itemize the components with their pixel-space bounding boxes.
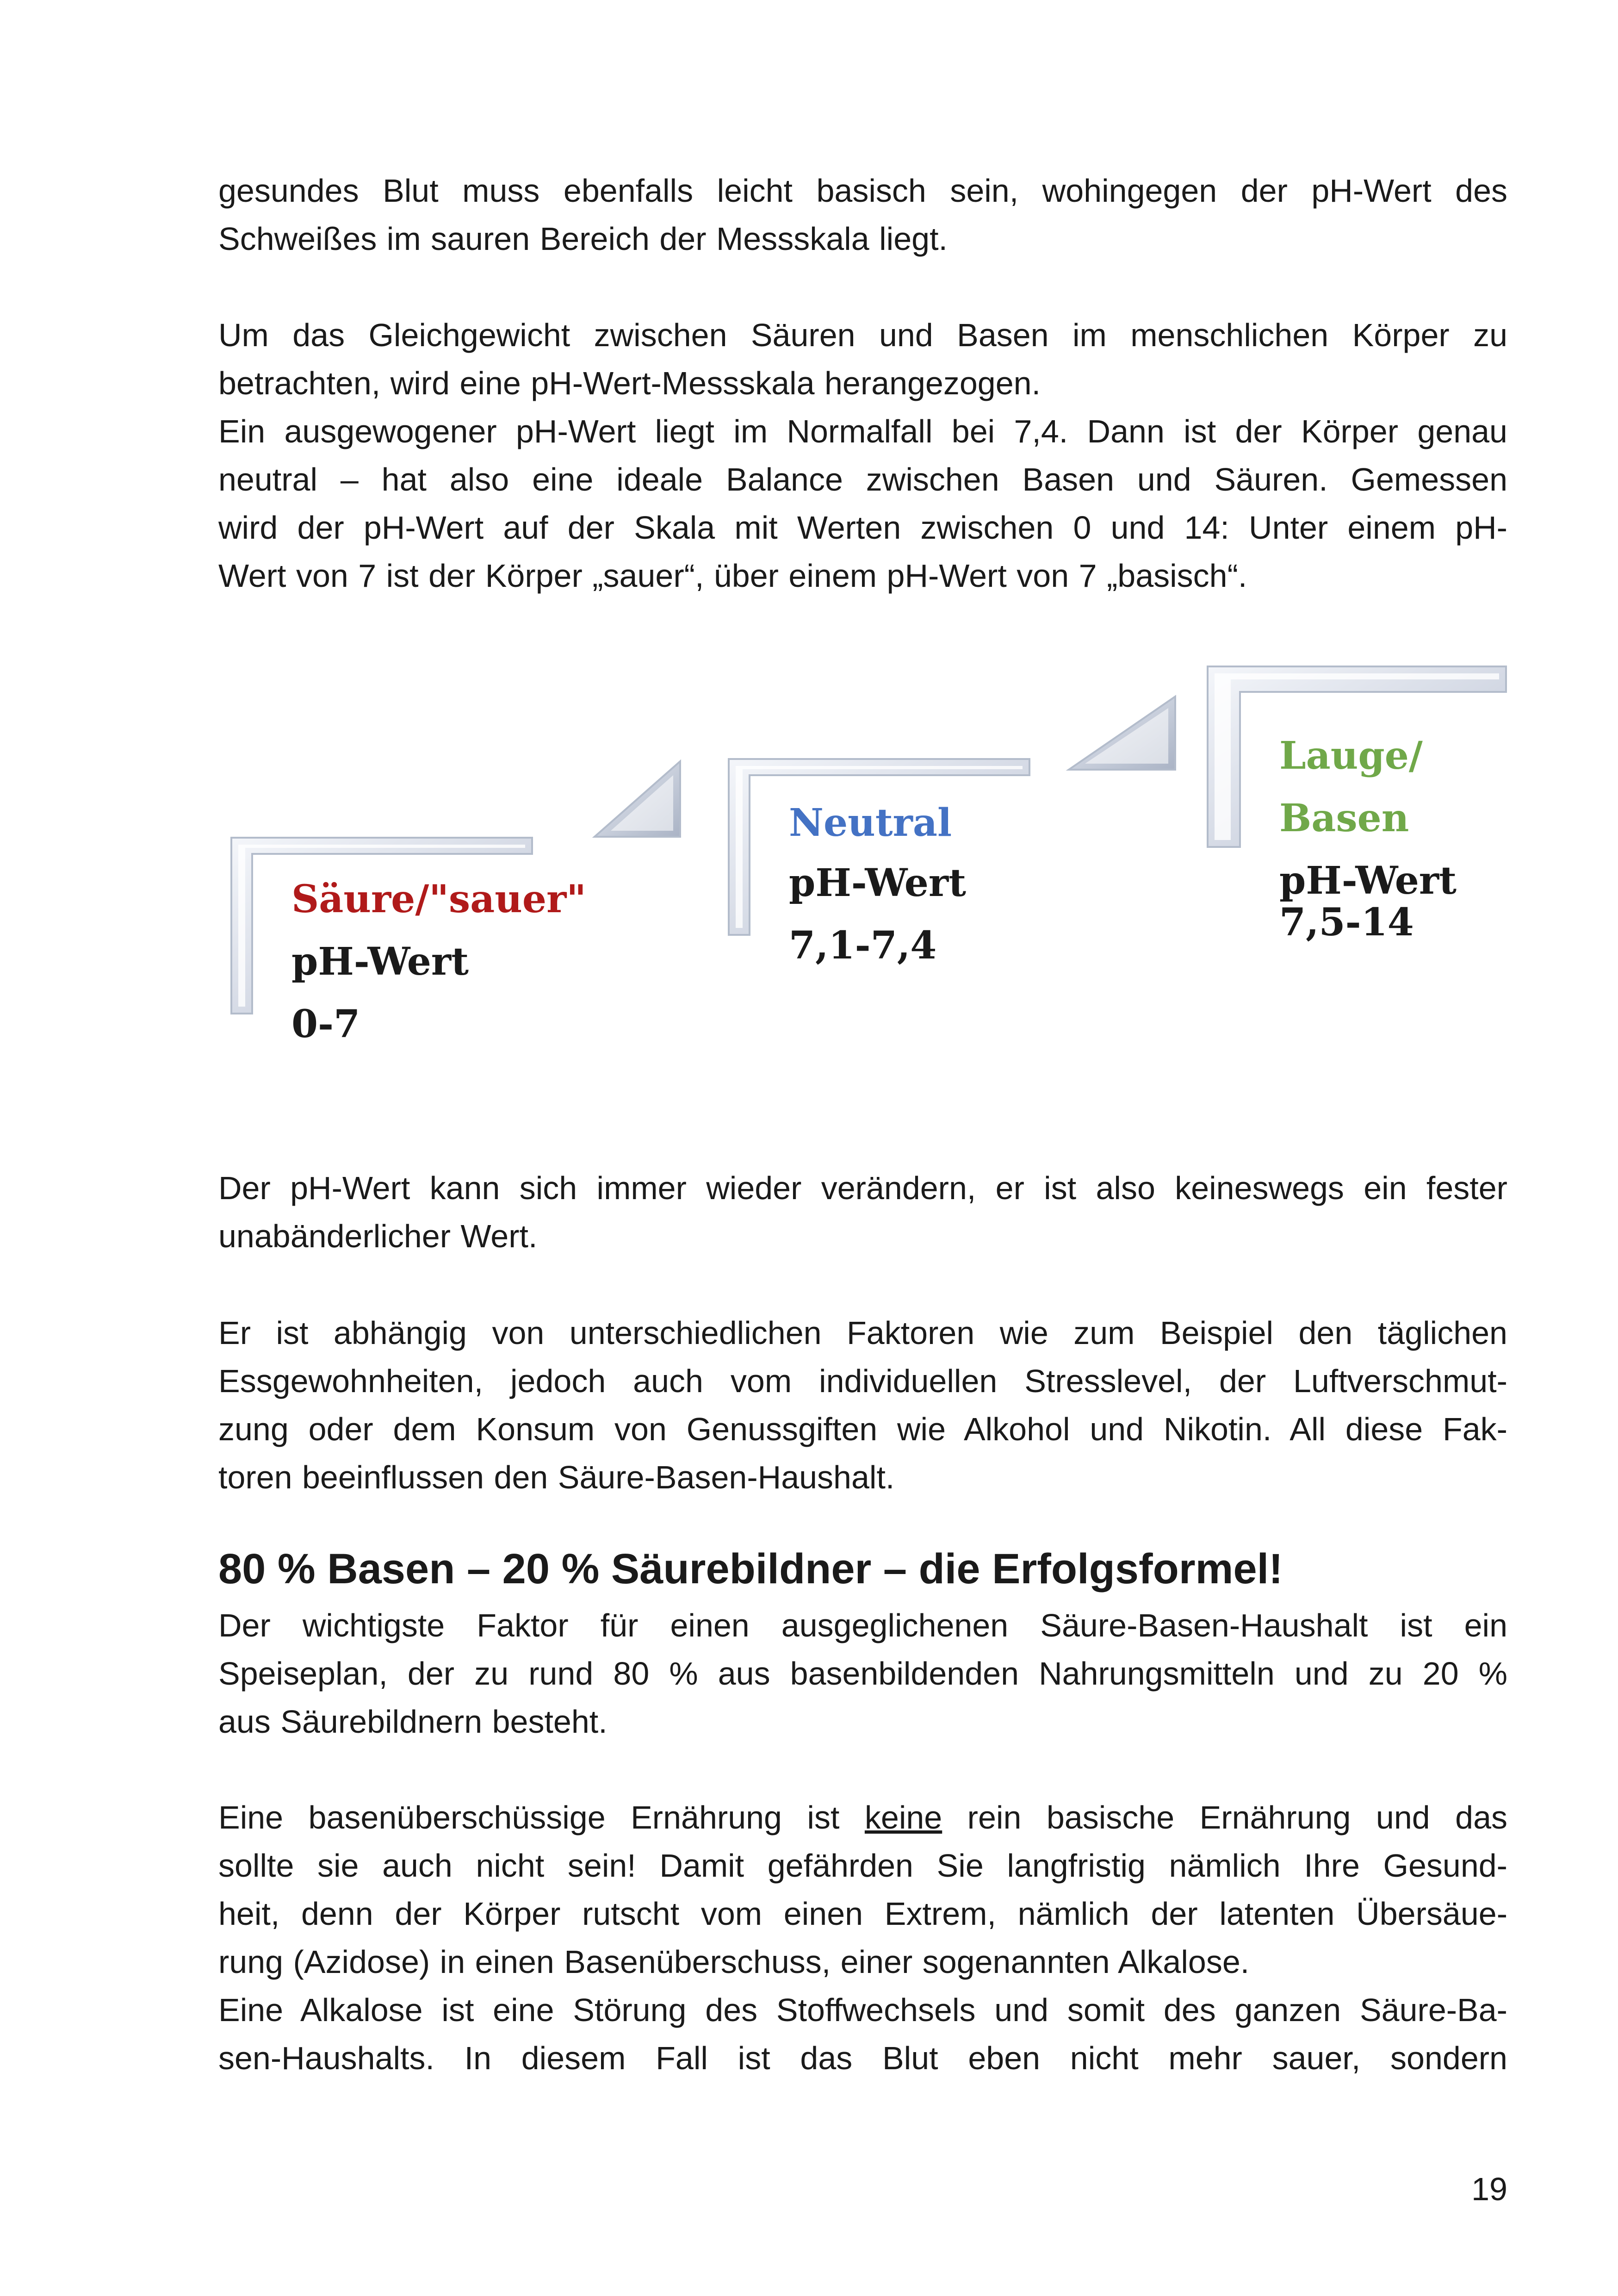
step-arrow-1 bbox=[595, 761, 680, 837]
base-ph-label: pH-Wert bbox=[1279, 859, 1457, 903]
text-line: Der wichtigste Faktor für einen ausgeglichenen Säure-Basen-Haushalt ist ein bbox=[218, 1607, 1507, 1643]
text-line: Um das Gleichgewicht zwischen Säuren und Basen im menschlichen Körper zu bbox=[218, 317, 1507, 353]
text-line: Er ist abhängig von unterschiedlichen Faktoren wie zum Beispiel den täglichen bbox=[218, 1315, 1507, 1351]
step-frame-acid bbox=[231, 838, 532, 1014]
text-line: rung (Azidose) in einen Basenüberschuss, einer sogenannten Alkalose. bbox=[218, 1944, 1250, 1980]
acid-ph-range: 0-7 bbox=[291, 1002, 360, 1046]
neutral-ph-label: pH-Wert bbox=[789, 861, 967, 905]
text-line: sollte sie auch nicht sein! Damit gefährden Sie langfristig nämlich Ihre Gesund- bbox=[218, 1848, 1507, 1884]
step-arrow-2 bbox=[1069, 697, 1175, 770]
text-line: zung oder dem Konsum von Genussgiften wie Alkohol und Nikotin. All diese Fak- bbox=[218, 1411, 1507, 1447]
text-line: heit, denn der Körper rutscht vom einen Extrem, nämlich der latenten Übersäue- bbox=[218, 1896, 1507, 1932]
base-title-line1: Lauge/ bbox=[1279, 734, 1423, 778]
text-line: Speiseplan, der zu rund 80 % aus basenbildenden Nahrungsmitteln und zu 20 % bbox=[218, 1655, 1507, 1692]
paragraph-1 bbox=[218, 167, 1507, 263]
text-line: gesundes Blut muss ebenfalls leicht basisch sein, wohingegen der pH-Wert des bbox=[218, 173, 1507, 209]
base-ph-range: 7,5-14 bbox=[1279, 900, 1414, 945]
paragraph-6 bbox=[218, 1793, 1507, 2082]
text-segment: Eine basenüberschüssige Ernährung ist bbox=[218, 1799, 865, 1836]
neutral-title: Neutral bbox=[789, 801, 952, 845]
text-segment: rein basische Ernährung und das bbox=[942, 1799, 1508, 1836]
text-line: Essgewohnheiten, jedoch auch vom individuellen Stresslevel, der Luftverschmut- bbox=[218, 1363, 1507, 1399]
paragraph-5 bbox=[218, 1601, 1507, 1746]
paragraph-2 bbox=[218, 311, 1507, 600]
text-line: Eine Alkalose ist eine Störung des Stoffwechsels und somit des ganzen Säure-Ba- bbox=[218, 1992, 1507, 2028]
text-line: aus Säurebildnern besteht. bbox=[218, 1704, 608, 1740]
text-line: Wert von 7 ist der Körper „sauer“, über einem pH-Wert von 7 „basisch“. bbox=[218, 558, 1247, 594]
acid-ph-label: pH-Wert bbox=[291, 940, 469, 984]
text-line: neutral – hat also eine ideale Balance zwischen Basen und Säuren. Gemessen bbox=[218, 461, 1507, 498]
page-number: 19 bbox=[1471, 2171, 1507, 2207]
text-line: Der pH-Wert kann sich immer wieder verändern, er ist also keineswegs ein fester bbox=[218, 1170, 1507, 1206]
paragraph-4 bbox=[218, 1309, 1507, 1501]
text-line: wird der pH-Wert auf der Skala mit Werten zwischen 0 und 14: Unter einem pH- bbox=[218, 510, 1507, 546]
ph-scale-diagram bbox=[0, 648, 1618, 1092]
text-line bbox=[218, 1793, 1507, 1842]
section-heading: 80 % Basen – 20 % Säurebildner – die Erfolgsformel! bbox=[218, 1545, 1283, 1593]
paragraph-3 bbox=[218, 1164, 1507, 1260]
text-line: unabänderlicher Wert. bbox=[218, 1218, 538, 1254]
text-line: betrachten, wird eine pH-Wert-Messskala herangezogen. bbox=[218, 365, 1041, 401]
step-frame-neutral bbox=[729, 759, 1029, 935]
text-line: sen-Haushalts. In diesem Fall ist das Blut eben nicht mehr sauer, sondern bbox=[218, 2040, 1507, 2076]
underlined-word: keine bbox=[864, 1799, 942, 1836]
acid-title: Säure/"sauer" bbox=[291, 877, 587, 921]
base-title-line2: Basen bbox=[1279, 796, 1409, 840]
text-line: Ein ausgewogener pH-Wert liegt im Normalfall bei 7,4. Dann ist der Körper genau bbox=[218, 413, 1507, 449]
text-line: toren beeinflussen den Säure-Basen-Haushalt. bbox=[218, 1459, 895, 1495]
text-line: Schweißes im sauren Bereich der Messskala liegt. bbox=[218, 221, 948, 257]
neutral-ph-range: 7,1-7,4 bbox=[789, 923, 937, 968]
